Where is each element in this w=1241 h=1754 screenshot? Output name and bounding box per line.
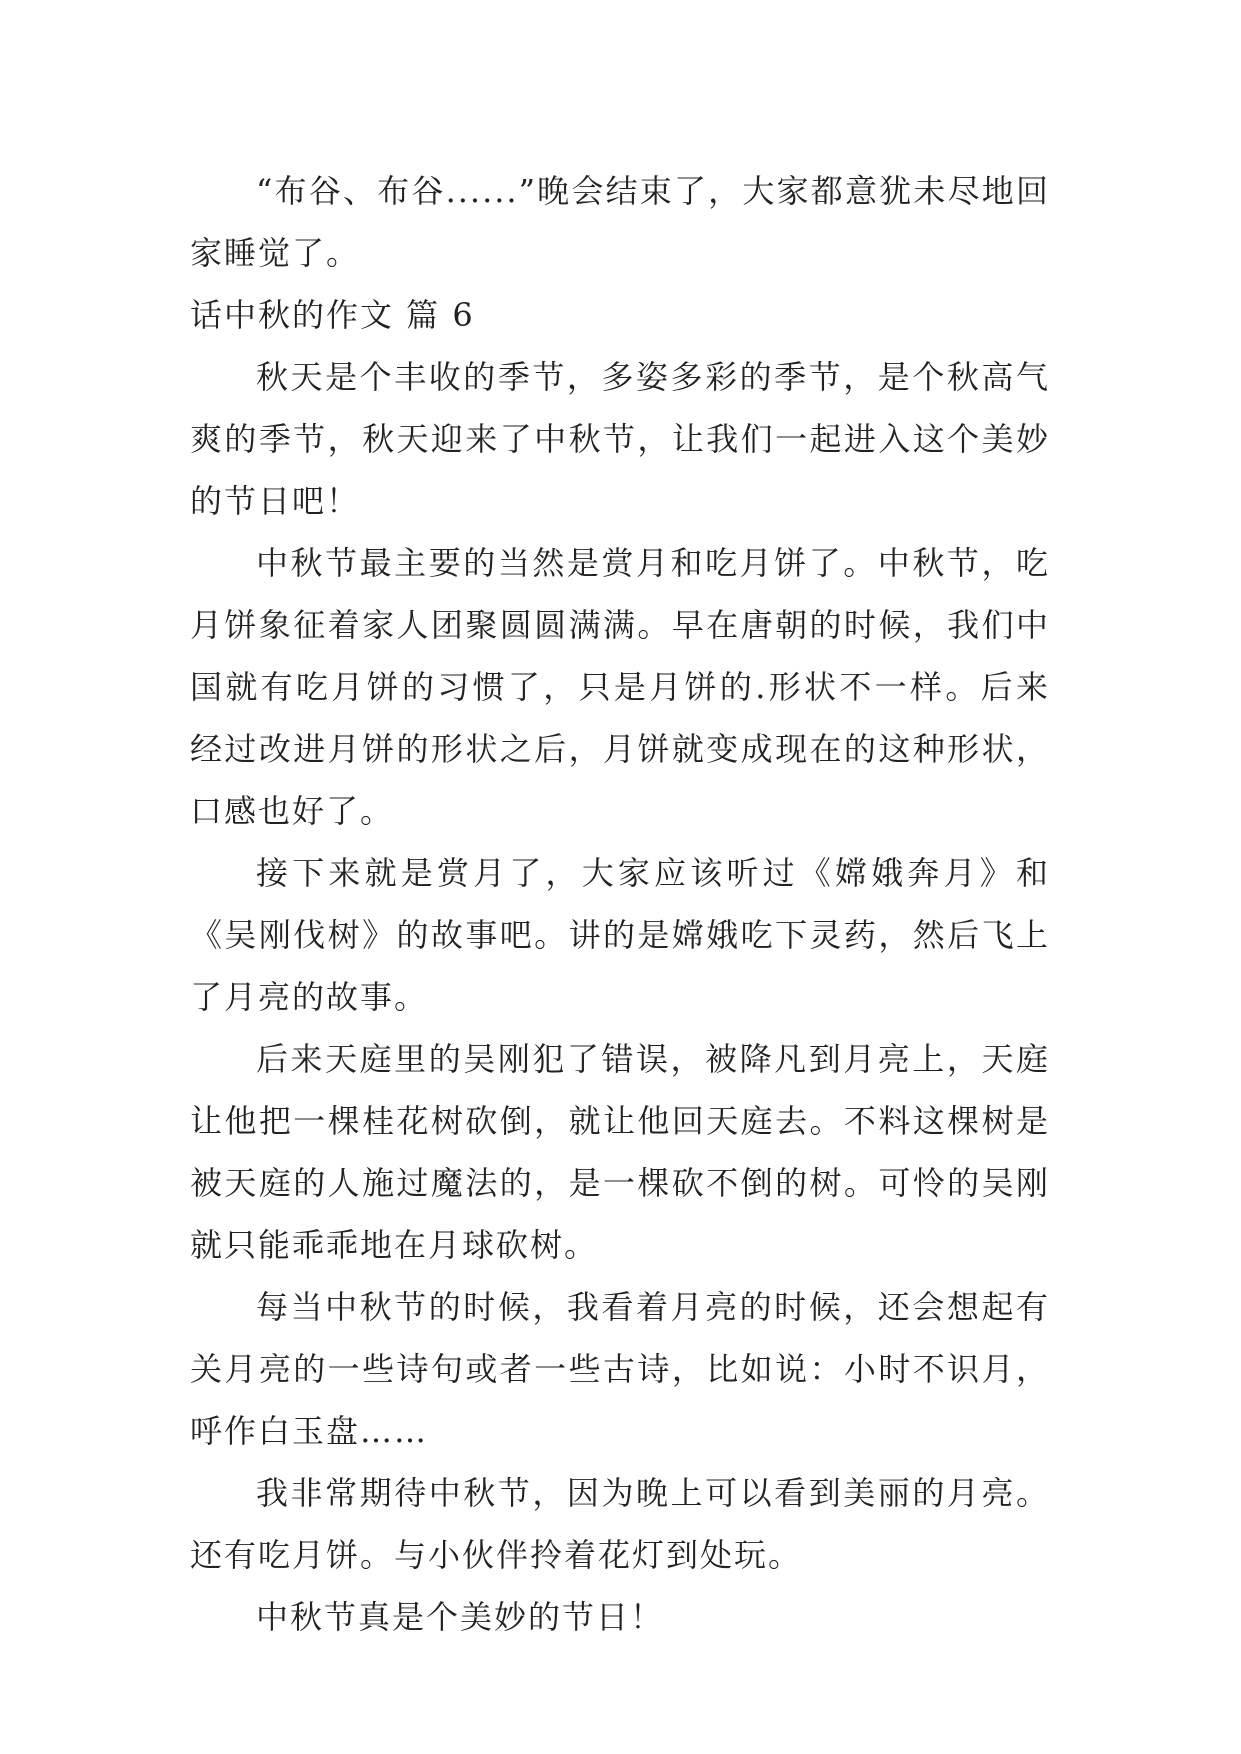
paragraph-mooncake: 中秋节最主要的当然是赏月和吃月饼了。中秋节，吃月饼象征着家人团聚圆圆满满。早在唐朝的时候，我们中国就有吃月饼的习惯了，只是月饼的.形状不一样。后来经过改进月饼的形状之后，月饼就变成现在的这种形状，口感也好了。 xyxy=(190,544,1050,830)
paragraph-moon-viewing: 接下来就是赏月了，大家应该听过《嫦娥奔月》和《吴刚伐树》的故事吧。讲的是嫦娥吃下灵药，然后飞上了月亮的故事。 xyxy=(190,854,1050,1016)
section-heading: 话中秋的作文 篇 6 xyxy=(190,296,475,334)
paragraph-intro: 秋天是个丰收的季节，多姿多彩的季节，是个秋高气爽的季节，秋天迎来了中秋节，让我们一起进入这个美妙的节日吧！ xyxy=(190,358,1050,520)
paragraph-ending: “布谷、布谷......”晚会结束了，大家都意犹未尽地回家睡觉了。 xyxy=(190,172,1050,272)
paragraph-poems: 每当中秋节的时候，我看着月亮的时候，还会想起有关月亮的一些诗句或者一些古诗，比如说：小时不识月，呼作白玉盘…… xyxy=(190,1288,1050,1450)
document-page xyxy=(190,160,1050,1648)
paragraph-conclusion: 中秋节真是个美妙的节日！ xyxy=(256,1598,665,1636)
paragraph-wu-gang: 后来天庭里的吴刚犯了错误，被降凡到月亮上，天庭让他把一棵桂花树砍倒，就让他回天庭去。不料这棵树是被天庭的人施过魔法的，是一棵砍不倒的树。可怜的吴刚就只能乖乖地在月球砍树。 xyxy=(190,1040,1050,1264)
paragraph-expectation: 我非常期待中秋节，因为晚上可以看到美丽的月亮。还有吃月饼。与小伙伴拎着花灯到处玩。 xyxy=(190,1474,1050,1574)
